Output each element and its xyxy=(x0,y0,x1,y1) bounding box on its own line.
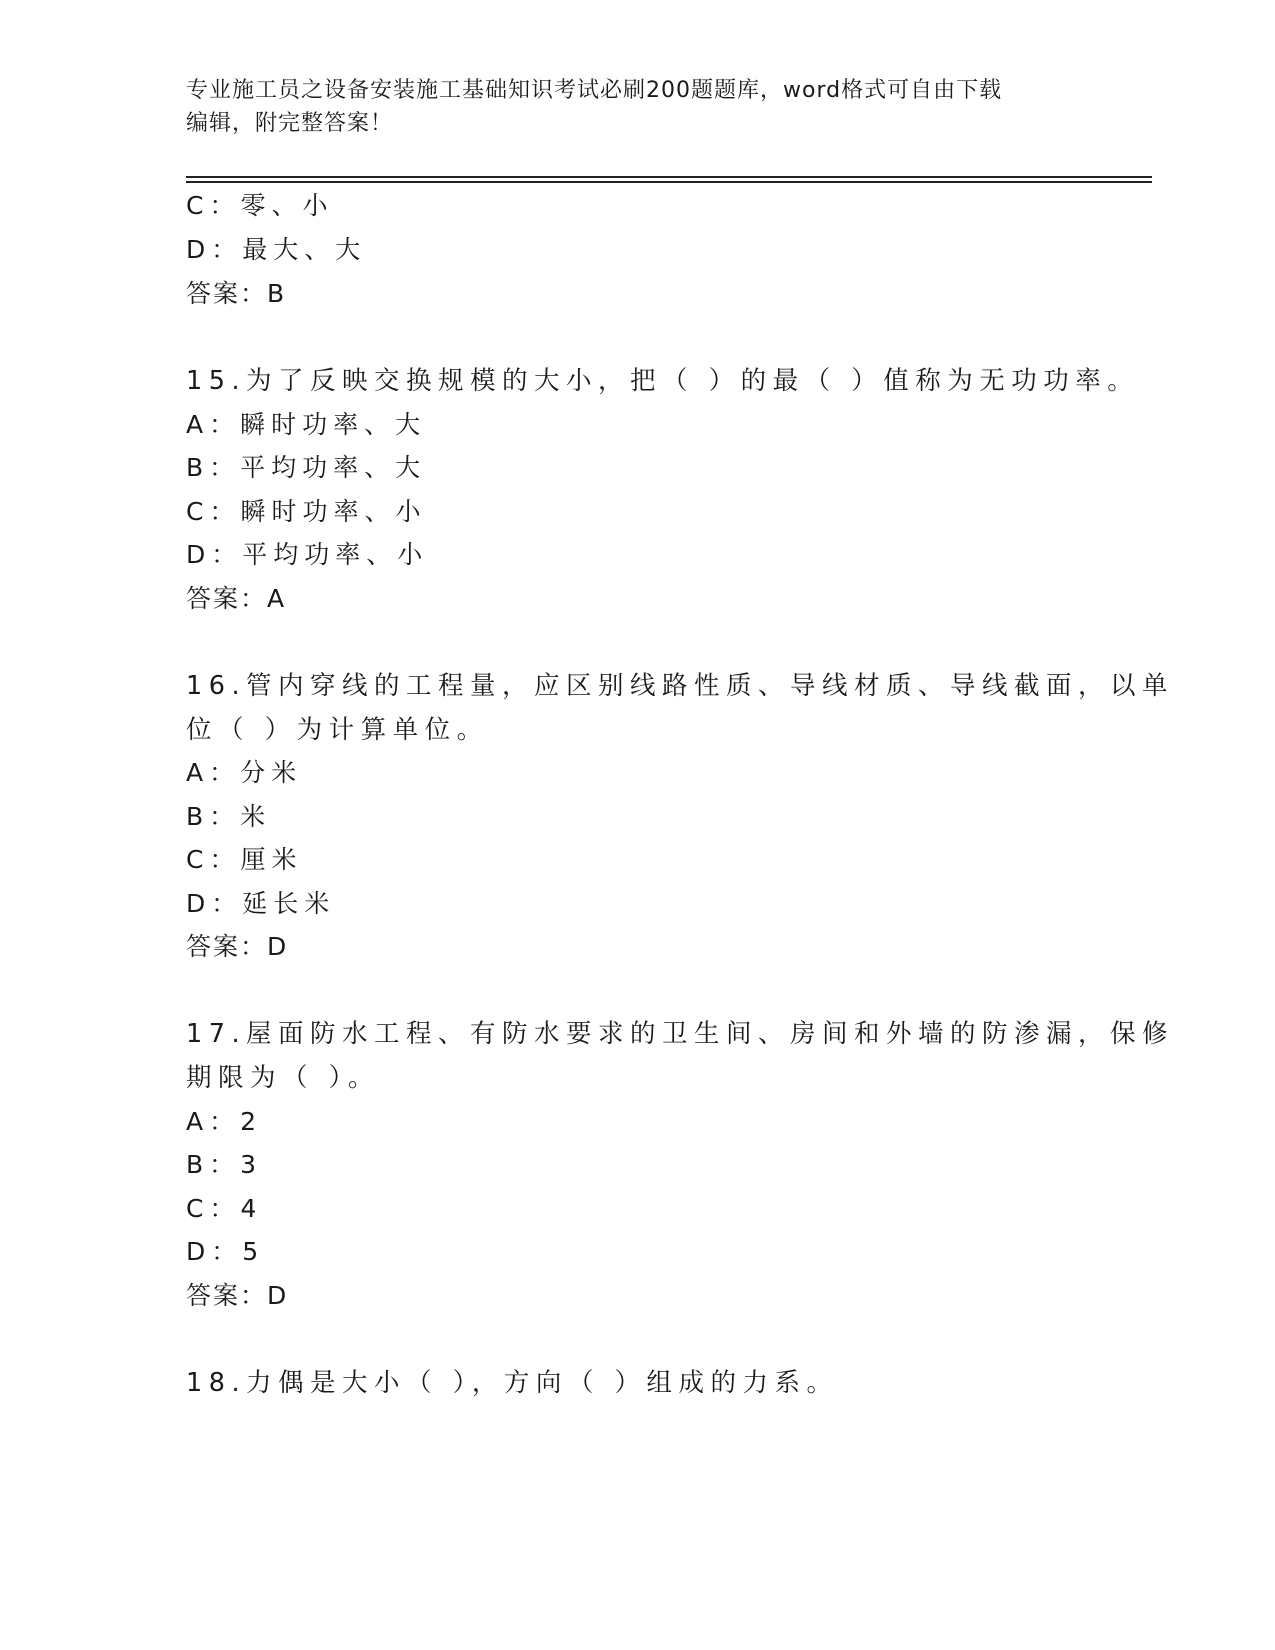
q17-text-line-1: 17.屋面防水工程、有防水要求的卫生间、房间和外墙的防渗漏，保修 xyxy=(186,1019,1175,1049)
header-divider-bottom xyxy=(186,181,1152,183)
q17-option-c: C：4 xyxy=(186,1194,263,1223)
q16-text-line-2: 位（ ）为计算单位。 xyxy=(186,715,489,745)
q15-option-c: C：瞬时功率、小 xyxy=(186,497,427,526)
prev-answer: 答案：B xyxy=(186,279,287,308)
q16-text-line-1: 16.管内穿线的工程量，应区别线路性质、导线材质、导线截面，以单 xyxy=(186,671,1175,701)
q18-text: 18.力偶是大小（ ），方向（ ）组成的力系。 xyxy=(186,1368,839,1398)
q17-option-d: D：5 xyxy=(186,1237,265,1266)
q17-text-line-2: 期限为（ ）。 xyxy=(186,1063,380,1093)
q15-option-d: D：平均功率、小 xyxy=(186,540,429,569)
q16-option-c: C：厘米 xyxy=(186,845,303,874)
q17-option-a: A：2 xyxy=(186,1107,263,1136)
q15-text: 15.为了反映交换规模的大小，把（ ）的最（ ）值称为无功功率。 xyxy=(186,366,1140,396)
q17-answer: 答案：D xyxy=(186,1281,289,1310)
q16-option-b: B：米 xyxy=(186,802,272,831)
q17-option-b: B：3 xyxy=(186,1150,263,1179)
document-header xyxy=(186,74,1086,140)
prev-option-d: D：最大、大 xyxy=(186,235,367,264)
header-line-1: 专业施工员之设备安装施工基础知识考试必刷200题题库，word格式可自由下载 xyxy=(186,78,1003,103)
q16-answer: 答案：D xyxy=(186,932,289,961)
q15-option-a: A：瞬时功率、大 xyxy=(186,410,427,439)
header-divider-top xyxy=(186,176,1152,178)
q15-option-b: B：平均功率、大 xyxy=(186,453,427,482)
q16-option-a: A：分米 xyxy=(186,758,303,787)
q15-answer: 答案：A xyxy=(186,584,287,613)
prev-option-c: C：零、小 xyxy=(186,191,334,220)
q16-option-d: D：延长米 xyxy=(186,889,336,918)
header-line-2: 编辑，附完整答案！ xyxy=(186,111,394,136)
